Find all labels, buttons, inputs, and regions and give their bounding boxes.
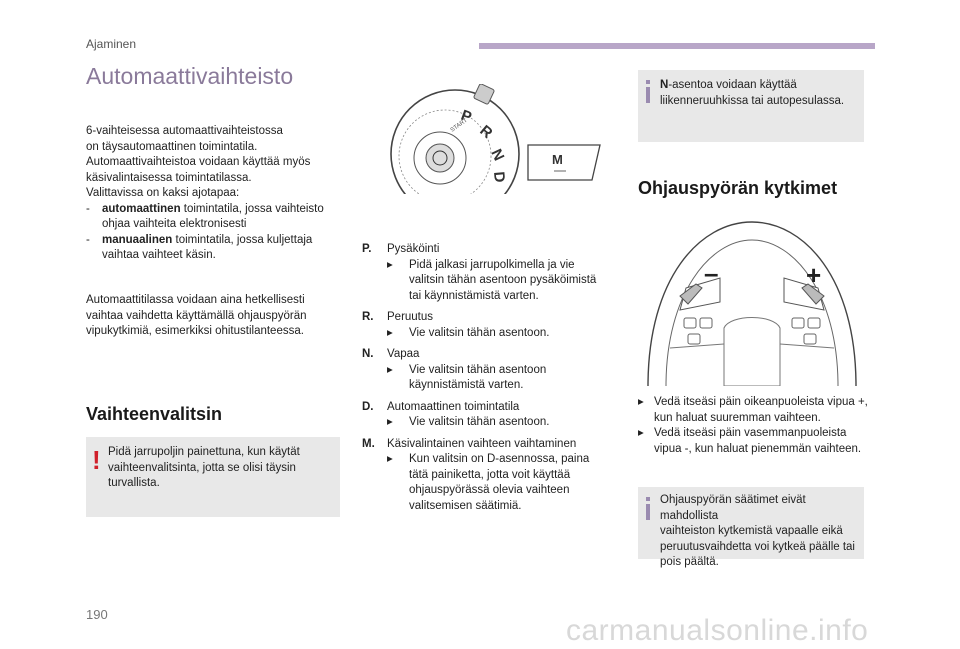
gear-detail-line: Pidä jalkasi jarrupolkimella ja vie <box>409 258 575 271</box>
gear-item-n <box>362 347 620 394</box>
paddle-plus-label: + <box>806 260 822 290</box>
arrow-bullet-icon: ▸ <box>638 396 644 408</box>
dial-letter-p: P <box>458 106 474 127</box>
warning-box <box>86 437 340 517</box>
info-line: -asentoa voidaan käyttää <box>668 79 797 91</box>
paddle-line: Vedä itseäsi päin oikeanpuoleista vipua +, <box>654 396 868 408</box>
dash-marker: - <box>86 202 90 215</box>
section-label: Ajaminen <box>86 37 137 51</box>
intro-line: vaihtaa vaihdetta käyttämällä ohjauspyörän <box>86 309 307 322</box>
dial-letter-r: R <box>476 122 496 143</box>
gear-key: R. <box>362 311 374 323</box>
intro-line: vipukytkimiä, esimerkiksi ohitustilanteessa. <box>86 325 304 337</box>
header-rule <box>479 43 875 49</box>
info-line: pois päältä. <box>660 556 719 568</box>
dial-start-label: START <box>449 117 469 134</box>
gear-label: Käsivalintainen vaihteen vaihtaminen <box>387 437 577 450</box>
gear-item-r <box>362 310 620 341</box>
page-number: 190 <box>86 607 108 622</box>
gear-item-p <box>362 242 620 304</box>
intro-line: Automaattivaihteistoa voidaan käyttää myös <box>86 156 311 168</box>
gear-key: D. <box>362 400 374 413</box>
gear-detail-line: ohjauspyörässä olevia vaihteen <box>409 484 570 496</box>
paddles-heading: Ohjauspyörän kytkimet <box>638 178 838 198</box>
manual-button-label: M <box>552 152 563 167</box>
paddle-line: kun haluat suuremman vaihteen. <box>654 411 821 424</box>
info-icon <box>646 80 650 84</box>
intro-line: on täysautomaattinen toimintatila. <box>86 140 258 153</box>
gear-label: Vapaa <box>387 348 420 360</box>
gear-detail-line: Vie valitsin tähän asentoon <box>409 363 547 376</box>
arrow-bullet-icon: ▸ <box>387 363 393 376</box>
mode-item <box>86 233 356 249</box>
info-line: peruutusvaihdetta voi kytkeä päälle tai <box>660 540 855 553</box>
gear-detail-line: Kun valitsin on D-asennossa, paina <box>409 453 590 465</box>
info-line: vaihteiston kytkemistä vapaalle eikä <box>660 525 843 537</box>
gear-key: P. <box>362 243 372 255</box>
dash-marker: - <box>86 233 90 246</box>
info-box-paddles <box>638 487 864 568</box>
info-line: liikenneruuhkissa tai autopesulassa. <box>660 94 845 107</box>
watermark: carmanualsonline.info <box>566 614 869 647</box>
warning-text <box>108 445 334 492</box>
info-text <box>660 78 860 109</box>
gear-detail-line: valitsemisen säätimiä. <box>409 499 522 512</box>
paddle-line: Vedä itseäsi päin vasemmanpuoleista <box>654 427 847 439</box>
warning-line: Pidä jarrupoljin painettuna, kun käytät <box>108 446 300 458</box>
gear-selector-illustration <box>360 84 620 194</box>
gear-detail-line: tai käynnistämistä varten. <box>409 289 539 302</box>
gear-item-d <box>362 400 620 431</box>
mode-text: toimintatila, jossa vaihteisto <box>180 202 324 215</box>
mode-item <box>86 202 356 218</box>
paddle-line: vipua -, kun haluat pienemmän vaihteen. <box>654 442 862 455</box>
warning-icon: ! <box>92 445 101 475</box>
mode-text: toimintatila, jossa kuljettaja <box>172 233 313 246</box>
gear-key: N. <box>362 348 374 360</box>
warning-line: vaihteenvalitsinta, jotta se olisi täysin <box>108 461 296 474</box>
arrow-bullet-icon: ▸ <box>387 326 393 339</box>
arrow-bullet-icon: ▸ <box>387 258 393 271</box>
info-icon <box>646 497 650 501</box>
paddle-instructions <box>638 395 868 457</box>
intro-line: Valittavissa on kaksi ajotapaa: <box>86 187 240 199</box>
page-title: Automaattivaihteisto <box>86 63 294 89</box>
gear-detail-line: valitsin tähän asentoon pysäköimistä <box>409 274 597 286</box>
gear-detail-line: käynnistämistä varten. <box>409 379 524 391</box>
dial-letter-n: N <box>487 146 508 164</box>
intro-line: käsivalintaisessa toimintatilassa. <box>86 171 252 184</box>
selector-heading: Vaihteenvalitsin <box>86 404 223 424</box>
gear-detail-line: tätä painiketta, jotta voit käyttää <box>409 468 571 481</box>
intro-paragraph-2 <box>86 293 356 340</box>
warning-line: turvallista. <box>108 477 160 489</box>
arrow-bullet-icon: ▸ <box>387 453 393 465</box>
info-text <box>660 493 862 571</box>
mode-text-continued: ohjaa vaihteita elektronisesti <box>102 218 247 230</box>
arrow-bullet-icon: ▸ <box>638 427 644 439</box>
mode-term: manuaalinen <box>102 233 173 246</box>
intro-line: Automaattitilassa voidaan aina hetkellisesti <box>86 294 305 306</box>
gear-label: Pysäköinti <box>387 243 440 255</box>
info-icon-bar <box>646 504 650 520</box>
gear-label: Automaattinen toimintatila <box>387 400 520 413</box>
paddle-minus-label: – <box>704 258 719 288</box>
arrow-bullet-icon: ▸ <box>387 416 393 428</box>
intro-paragraph <box>86 124 356 264</box>
gear-label: Peruutus <box>387 311 434 323</box>
paddle-bullet <box>638 395 868 426</box>
info-box-neutral <box>638 70 864 142</box>
gear-detail-line: Vie valitsin tähän asentoon. <box>409 326 550 339</box>
paddle-bullet <box>638 426 868 457</box>
info-icon-bar <box>646 87 650 103</box>
dial-letter-d: D <box>490 170 508 184</box>
info-line: Ohjauspyörän säätimet eivät mahdollista <box>660 494 806 522</box>
info-bold-letter: N <box>660 79 669 91</box>
mode-text-continued: vaihtaa vaihteet käsin. <box>102 249 216 261</box>
gear-position-list <box>362 242 620 514</box>
gear-item-m <box>362 437 620 515</box>
mode-term: automaattinen <box>102 202 181 215</box>
steering-wheel-illustration <box>640 218 864 386</box>
intro-line: 6-vaihteisessa automaattivaihteistossa <box>86 125 283 137</box>
gear-detail-line: Vie valitsin tähän asentoon. <box>409 416 550 428</box>
gear-key: M. <box>362 437 375 450</box>
